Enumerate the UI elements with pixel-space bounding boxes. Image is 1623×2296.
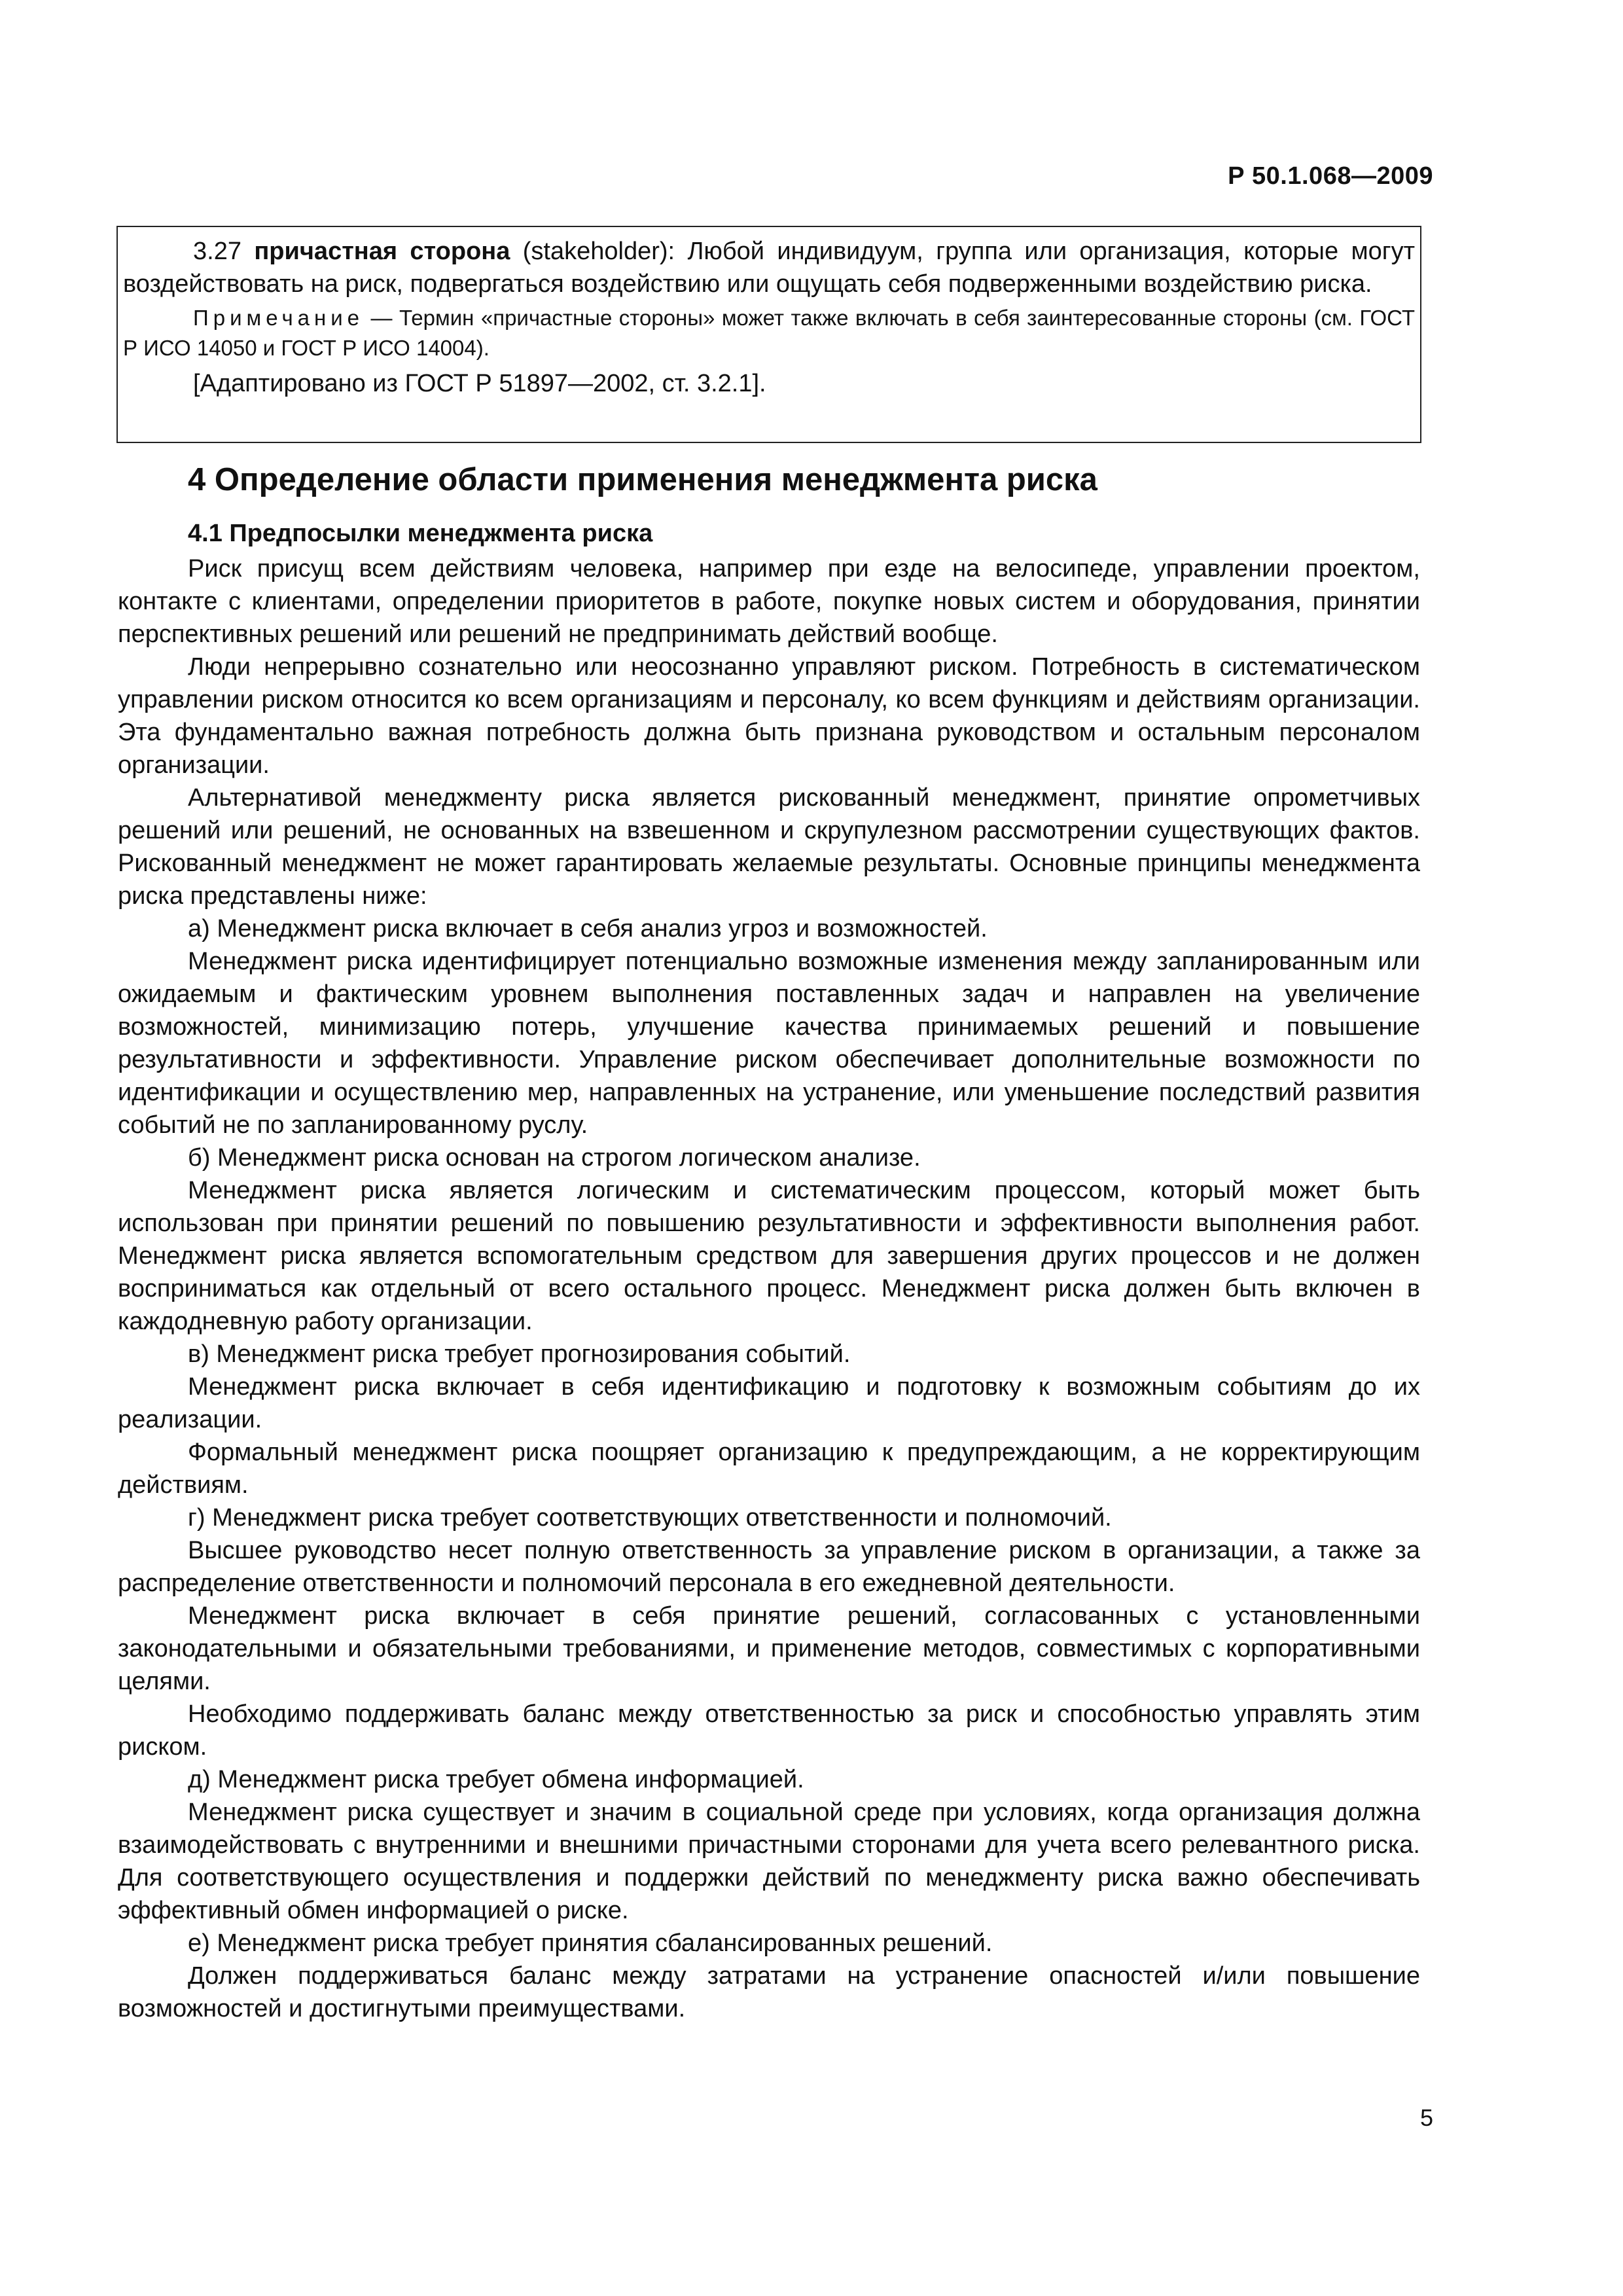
paragraph: Люди непрерывно сознательно или неосознанно управляют риском. Потребность в систематическом управлении риском относится ко всем организациям и персоналу, ко всем функциям и действиям организации. Эта фундаментально важная потребность должна быть признана руководством и остальным персоналом организации. [118, 653, 1420, 779]
note-label: Примечание [193, 306, 365, 330]
paragraph: Должен поддерживаться баланс между затратами на устранение опасностей и/или повышение возможностей и достигнутыми преимуществами. [118, 1962, 1420, 2022]
page-number: 5 [1419, 2104, 1433, 2131]
paragraph: Необходимо поддерживать баланс между ответственностью за риск и способностью управлять этим риском. [118, 1700, 1420, 1761]
paragraph: Менеджмент риска включает в себя идентификацию и подготовку к возможным событиям до их реализации. [118, 1373, 1420, 1433]
term-name: причастная сторона [254, 238, 510, 265]
paragraph: Менеджмент риска включает в себя принятие решений, согласованных с установленными законодательными и обязательными требованиями, и применение методов, совместимых с корпоративными целями. [118, 1602, 1420, 1695]
term-definition [123, 235, 1415, 300]
principle-item: д) Менеджмент риска требует обмена информацией. [188, 1766, 804, 1793]
term-note [123, 303, 1415, 363]
term-source: [Адаптировано из ГОСТ Р 51897—2002, ст. 3.2.1]. [193, 370, 766, 397]
principle-item: г) Менеджмент риска требует соответствующих ответственности и полномочий. [188, 1504, 1112, 1532]
principle-item: в) Менеджмент риска требует прогнозирования событий. [188, 1340, 851, 1368]
note-text: — Термин «причастные стороны» может также включать в себя заинтересованные стороны (см. ГОСТ Р ИСО 14050 и ГОСТ Р ИСО 14004). [123, 306, 1416, 360]
paragraph: Менеджмент риска существует и значим в социальной среде при условиях, когда организация должна взаимодействовать с внутренними и внешними причастными сторонами для учета всего релевантного риска. Для соответствующего осуществления и поддержки действий по менеджменту риска важно обеспечивать эффективный обмен информацией о риске. [118, 1799, 1420, 1924]
document-code: Р 50.1.068—2009 [1228, 162, 1433, 190]
principle-item: е) Менеджмент риска требует принятия сбалансированных решений. [188, 1929, 993, 1957]
paragraph: Менеджмент риска идентифицирует потенциально возможные изменения между запланированным или ожидаемым и фактическим уровнем выполнения поставленных задач и направлен на увеличение возможностей, минимизацию потерь, улучшение качества принимаемых решений и повышение результативности и эффективности. Управление риском обеспечивает дополнительные возможности по идентификации и осуществлению мер, направленных на устранение, или уменьшение последствий развития событий не по запланированному руслу. [118, 948, 1420, 1139]
term-number: 3.27 [193, 238, 241, 265]
principle-item: б) Менеджмент риска основан на строгом логическом анализе. [188, 1144, 921, 1172]
paragraph: Высшее руководство несет полную ответственность за управление риском в организации, а также за распределение ответственности и полномочий персонала в его ежедневной деятельности. [118, 1537, 1420, 1597]
paragraph: Менеджмент риска является логическим и систематическим процессом, который может быть использован при принятии решений по повышению результативности и эффективности выполнения работ. Менеджмент риска является вспомогательным средством для завершения других процессов и не должен восприниматься как отдельный от всего остального процесс. Менеджмент риска должен быть включен в каждодневную работу организации. [118, 1177, 1420, 1335]
paragraph: Формальный менеджмент риска поощряет организацию к предупреждающим, а не корректирующим действиям. [118, 1439, 1420, 1499]
main-content [118, 459, 1420, 2025]
term-definition-box [116, 226, 1421, 443]
principle-item: а) Менеджмент риска включает в себя анализ угроз и возможностей. [188, 915, 988, 942]
subsection-heading: 4.1 Предпосылки менеджмента риска [188, 520, 653, 547]
paragraph: Риск присущ всем действиям человека, например при езде на велосипеде, управлении проектом, контакте с клиентами, определении приоритетов в работе, покупке новых систем и оборудования, принятии перспективных решений или решений не предпринимать действий вообще. [118, 555, 1420, 648]
paragraph: Альтернативой менеджменту риска является рискованный менеджмент, принятие опрометчивых решений или решений, не основанных на взвешенном и скрупулезном рассмотрении существующих фактов. Рискованный менеджмент не может гарантировать желаемые результаты. Основные принципы менеджмента риска представлены ниже: [118, 784, 1420, 910]
section-heading: 4 Определение области применения менеджмента риска [188, 462, 1097, 497]
term-text: (stakeholder): Любой индивидуум, группа или организация, которые могут воздействовать на риск, подвергаться воздействию или ощущать себя подверженными воздействию риска. [123, 238, 1416, 298]
